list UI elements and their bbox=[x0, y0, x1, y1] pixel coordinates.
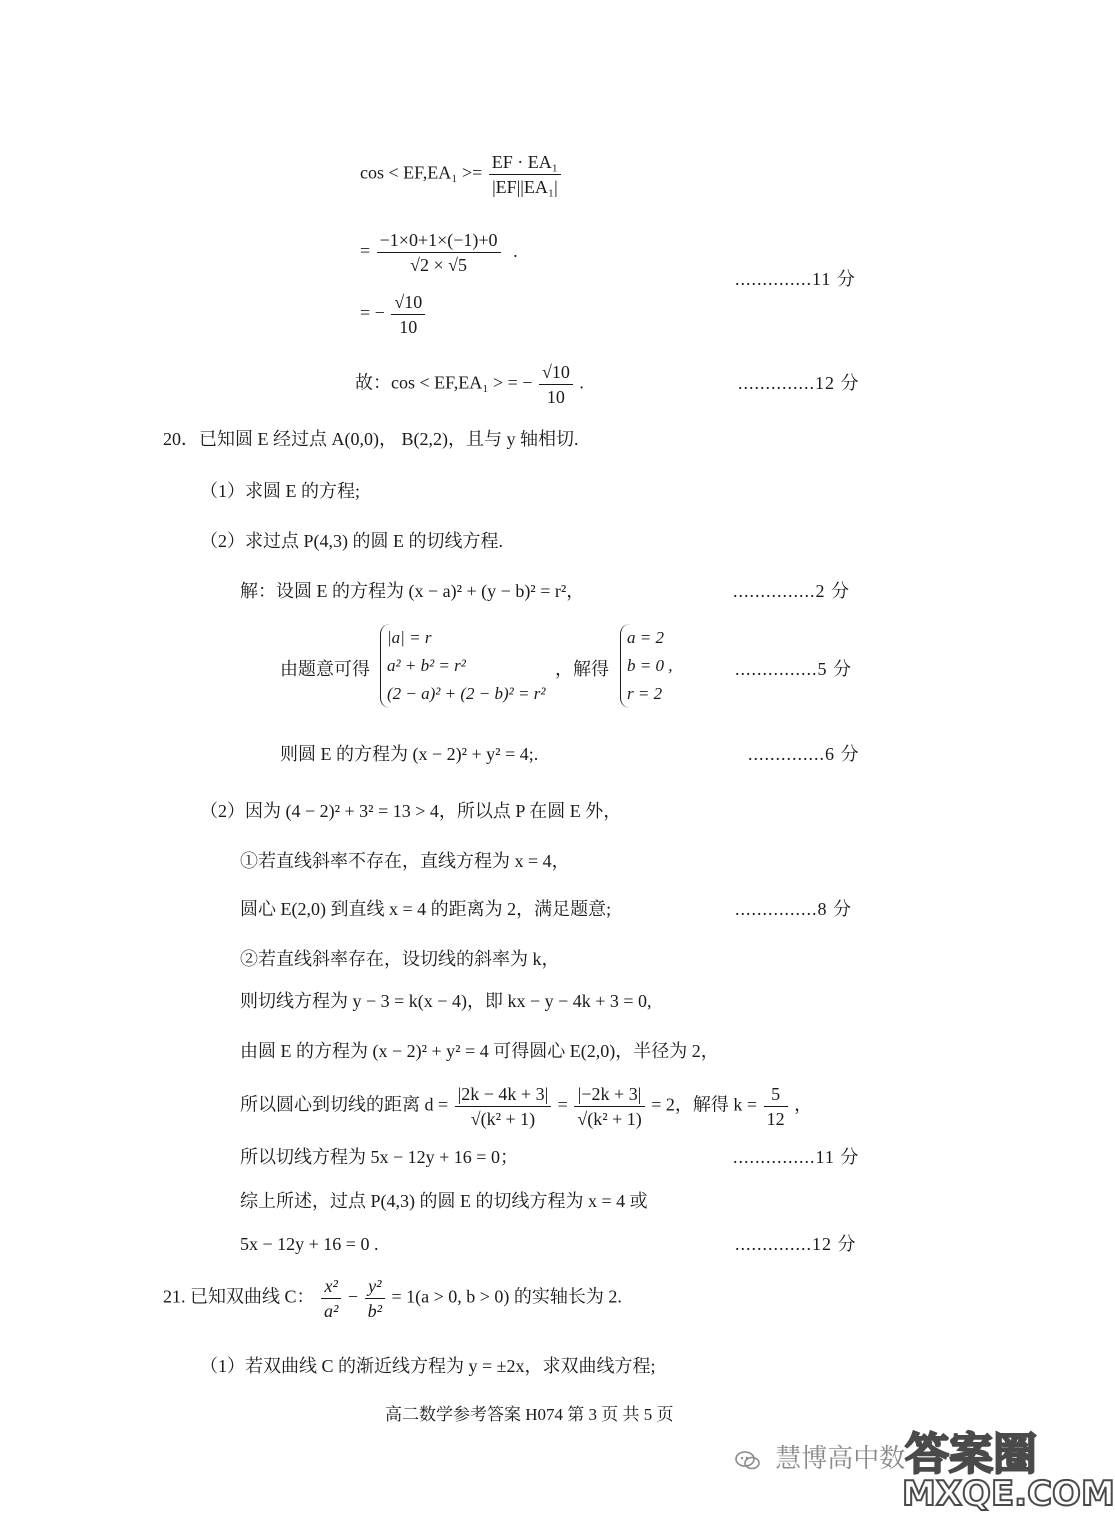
tangent-equation: 则切线方程为 y − 3 = k(x − 4)，即 kx − y − 4k + 3 = 0, bbox=[240, 991, 652, 1011]
points-6: ..............6 分 bbox=[748, 744, 860, 764]
points-12-a: ..............12 分 bbox=[738, 373, 860, 393]
wechat-icon bbox=[735, 1449, 761, 1471]
q21-part1: （1）若双曲线 C 的渐近线方程为 y = ±2x，求双曲线方程; bbox=[200, 1356, 656, 1376]
case1: ①若直线斜率不存在，直线方程为 x = 4， bbox=[240, 851, 570, 871]
points-2: ...............2 分 bbox=[733, 581, 850, 601]
summary-2: 5x − 12y + 16 = 0 . bbox=[240, 1234, 379, 1254]
center-radius-line: 由圆 E 的方程为 (x − 2)² + y² = 4 可得圆心 E(2,0)，半径为 2， bbox=[240, 1041, 719, 1061]
points-11-a: ..............11 分 bbox=[735, 269, 856, 289]
q21-fraction-y: $\frac{\text{y²}}{\text{b²}}$ bbox=[365, 1274, 385, 1323]
distance-line: 所以圆心到切线的距离 d = $\frac{|2k - 4k + 3|}{\text{√(k² + 1)}}$ = $\frac{|-2k + 3|}{\text{√(k² + 1)}}$ = 2，解得 k = $\frac{5}{12}$ ， bbox=[240, 1084, 813, 1129]
cos-lhs: cos < EF,EA₁ >= bbox=[360, 162, 483, 183]
distance-fraction-1: $\frac{|2k - 4k + 3|}{\text{√(k² + 1)}}$ bbox=[455, 1082, 552, 1131]
points-11-b: ...............11 分 bbox=[733, 1147, 860, 1167]
conclusion-line: 故：cos < EF,EA₁ > = − $\frac{√10}{10}$ . bbox=[355, 362, 584, 407]
case1-distance: 圆心 E(2,0) 到直线 x = 4 的距离为 2，满足题意; bbox=[240, 899, 612, 919]
calc-fraction: $\frac{-1\times 0+1\times(-1)+0}{√2 \times √5}$ bbox=[377, 228, 501, 277]
distance-fraction-2: $\frac{|-2k + 3|}{\text{√(k² + 1)}}$ bbox=[574, 1082, 644, 1131]
q20-part2: （2）求过点 P(4,3) 的圆 E 的切线方程. bbox=[200, 531, 503, 551]
q20-solution-setup: 解：设圆 E 的方程为 (x − a)² + (y − b)² = r²， bbox=[240, 581, 585, 601]
cos-fraction: $\frac{\text{EF · EA₁}}{\text{|EF||EA₁|}}$ bbox=[489, 150, 561, 199]
line-result: 所以切线方程为 5x − 12y + 16 = 0； bbox=[240, 1147, 518, 1167]
q20-stem: 20．已知圆 E 经过点 A(0,0)， B(2,2)，且与 y 轴相切. bbox=[163, 429, 579, 449]
watermark-site: MXQE.COM bbox=[902, 1474, 1115, 1514]
calc-result-fraction: $\frac{√10}{10}$ bbox=[391, 290, 425, 339]
case2: ②若直线斜率存在，设切线的斜率为 k， bbox=[240, 949, 560, 969]
summary: 综上所述，过点 P(4,3) 的圆 E 的切线方程为 x = 4 或 bbox=[240, 1191, 648, 1211]
q21-fraction-x: $\frac{\text{x²}}{\text{a²}}$ bbox=[321, 1274, 341, 1323]
page-footer: 高二数学参考答案 H074 第 3 页 共 5 页 bbox=[385, 1405, 674, 1424]
q21-stem: 21. 已知双曲线 C： $\frac{\text{x²}}{\text{a²}}$ − $\frac{\text{y²}}{\text{b²}}$ = 1(a > 0, b > 0) 的实轴长为 2. bbox=[163, 1276, 622, 1321]
equation-system-2: a = 2 b = 0 , r = 2 bbox=[620, 624, 672, 708]
equation-system-1: |a| = r a² + b² = r² (2 − a)² + (2 − b)² = r² bbox=[380, 624, 545, 708]
watermark-account: 慧博高中数 bbox=[735, 1438, 905, 1475]
system-mid: ，解得 bbox=[555, 659, 609, 679]
conclusion-fraction: $\frac{√10}{10}$ bbox=[539, 360, 573, 409]
part2-intro: （2）因为 (4 − 2)² + 3² = 13 > 4，所以点 P 在圆 E 外， bbox=[200, 801, 622, 821]
watermark-logo: 答案圈 bbox=[905, 1429, 1037, 1480]
cos-formula-line bbox=[360, 150, 563, 199]
k-fraction: $\frac{5}{12}$ bbox=[764, 1082, 788, 1131]
points-5: ...............5 分 bbox=[735, 659, 852, 679]
calc-line: = $\frac{-1\times 0+1\times(-1)+0}{√2 \times √5}$ . bbox=[360, 230, 518, 275]
points-12-b: ..............12 分 bbox=[735, 1234, 857, 1254]
circle-equation-result: 则圆 E 的方程为 (x − 2)² + y² = 4;. bbox=[280, 744, 539, 764]
system-lead: 由题意可得 bbox=[280, 659, 370, 679]
calc-result-line: = − $\frac{√10}{10}$ bbox=[360, 290, 427, 339]
points-8: ...............8 分 bbox=[735, 899, 852, 919]
q20-part1: （1）求圆 E 的方程; bbox=[200, 481, 360, 501]
